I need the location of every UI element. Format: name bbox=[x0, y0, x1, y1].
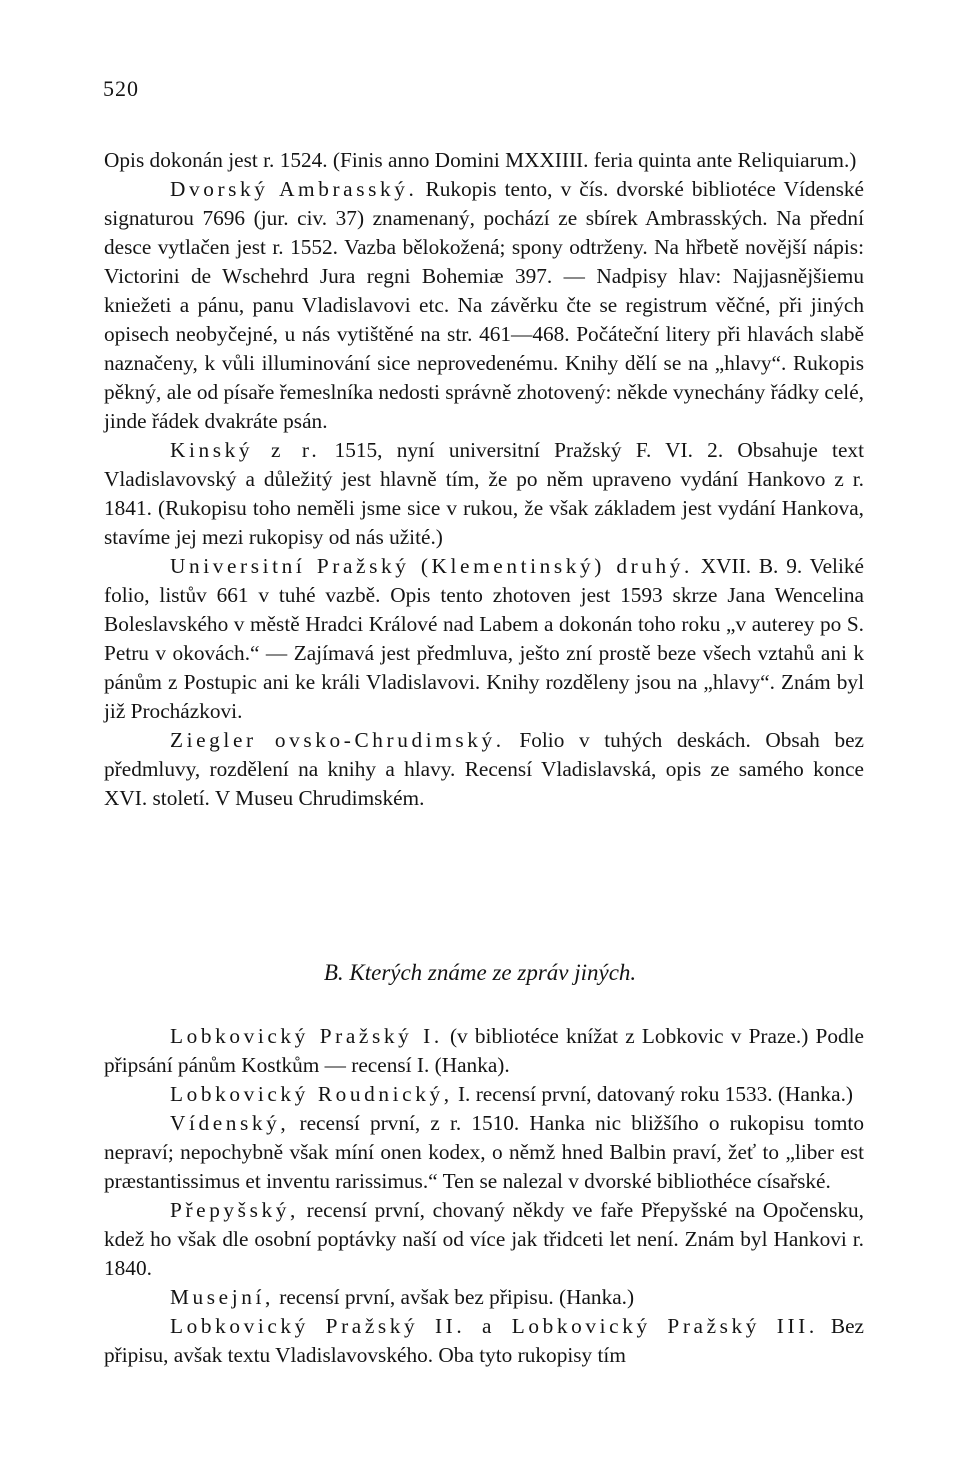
manuscript-name: Universitní Pražský (Klementinský) druhý. bbox=[170, 554, 693, 578]
paragraph-text: I. recensí první, datovaný roku 1533. (Hanka.) bbox=[452, 1082, 854, 1106]
paragraph-text: recensí první, avšak bez připisu. (Hanka.) bbox=[273, 1285, 635, 1309]
page-number: 520 bbox=[103, 76, 139, 101]
manuscript-name: Kinský z r. bbox=[170, 438, 321, 462]
paragraph-text: recensí první, chovaný někdy ve faře Přepyšské na Opočensku, kdež ho však dle osobní poptávky naší od více jak třidceti let není. Znám byl Hankovi r. 1840. bbox=[104, 1198, 864, 1280]
text-block-bottom bbox=[104, 1022, 864, 1370]
paragraph bbox=[104, 1196, 864, 1283]
manuscript-name: Lobkovický Pražský I. bbox=[170, 1024, 443, 1048]
paragraph-text: recensí první, z r. 1510. Hanka nic bližšího o rukopisu tomto nepraví; nepochybně však míní onen kodex, o němž hned Balbin praví, žeť to „liber est præstantissimus et inventu rarissimus.“ Ten se nalezal v dvorské bibliothéce císařské. bbox=[104, 1111, 864, 1193]
paragraph-text: XVII. B. 9. Veliké folio, listův 661 v tuhé vazbě. Opis tento zhotoven jest 1593 skrze Jana Wencelina Boleslavského v městě Hradci Králové nad Labem a dokonán toho roku „v auterey po S. Petru v okovách.“ — Zajímavá jest předmluva, ješto zní prostě beze všech vztahů ani k pánům z Postupic ani ke králi Vladislavovi. Knihy rozděleny jsou na „hlavy“. Znám byl již Procházkovi. bbox=[104, 554, 864, 723]
paragraph-text: 1515, nyní universitní Pražský F. VI. 2. Obsahuje text Vladislavovský a důležitý jest hlavně tím, že po něm upraveno vydání Hankovo z r. 1841. (Rukopisu toho neměli jsme sice v rukou, že však základem jest vydání Hankova, stavíme jej mezi rukopisy od nás užité.) bbox=[104, 438, 864, 549]
manuscript-name: Dvorský Ambrasský. bbox=[170, 177, 418, 201]
text-block-top bbox=[104, 146, 864, 813]
paragraph-text: Opis dokonán jest r. 1524. (Finis anno Domini MXXIIII. feria quinta ante Reliquiarum.) bbox=[104, 148, 857, 172]
paragraph-text: Rukopis tento, v čís. dvorské bibliotéce Vídenské signaturou 7696 (jur. civ. 37) znamenaný, pochází ze sbírek Ambrasských. Na přední desce vytlačen jest r. 1552. Vazba bělokožená; spony odtrženy. Na hřbetě novější nápis: Victorini de Wschehrd Jura regni Bohemiæ 397. — Nadpisy hlav: Najjasnějšiemu kniežeti a pánu, panu Vladislavovi etc. Na závěrku čte se registrum věčné, při jiných opisech neobyčejné, u nás vytištěné na str. 461—468. Počáteční litery při hlavách slabě naznačeny, k vůli illuminování sice neprovedenému. Knihy dělí se na „hlavy“. Rukopis pěkný, ale od písaře řemeslníka nedosti správně zhotovený: někde vynechány řádky celé, jinde řádek dvakráte psán. bbox=[104, 177, 864, 433]
manuscript-name: Přepyšský, bbox=[170, 1198, 299, 1222]
paragraph-text: (v bibliotéce knížat z Lobkovic v Praze.) Podle připsání pánům Kostkům — recensí I. (Hanka). bbox=[104, 1024, 864, 1077]
manuscript-name: Ziegler ovsko-Chrudimský. bbox=[170, 728, 505, 752]
paragraph bbox=[104, 1109, 864, 1196]
paragraph bbox=[104, 552, 864, 726]
paragraph bbox=[104, 146, 864, 175]
paragraph bbox=[104, 1283, 864, 1312]
paragraph bbox=[104, 175, 864, 436]
paragraph bbox=[104, 436, 864, 552]
manuscript-name: Lobkovický Pražský II. a Lobkovický Pražský III. bbox=[170, 1314, 818, 1338]
paragraph bbox=[104, 1080, 864, 1109]
paragraph bbox=[104, 726, 864, 813]
paragraph-text: Folio v tuhých deskách. Obsah bez předmluvy, rozdělení na knihy a hlavy. Recensí Vladislavská, opis ze samého konce XVI. století. V Museu Chrudimském. bbox=[104, 728, 865, 810]
section-heading: B. Kterých známe ze zpráv jiných. bbox=[323, 960, 637, 985]
paragraph bbox=[104, 1312, 864, 1370]
manuscript-name: Vídenský, bbox=[170, 1111, 290, 1135]
paragraph bbox=[104, 1022, 864, 1080]
paragraph-text: Bez připisu, avšak textu Vladislavovského. Oba tyto rukopisy tím bbox=[104, 1314, 864, 1367]
manuscript-name: Lobkovický Roudnický, bbox=[170, 1082, 453, 1106]
manuscript-name: Musejní, bbox=[170, 1285, 274, 1309]
